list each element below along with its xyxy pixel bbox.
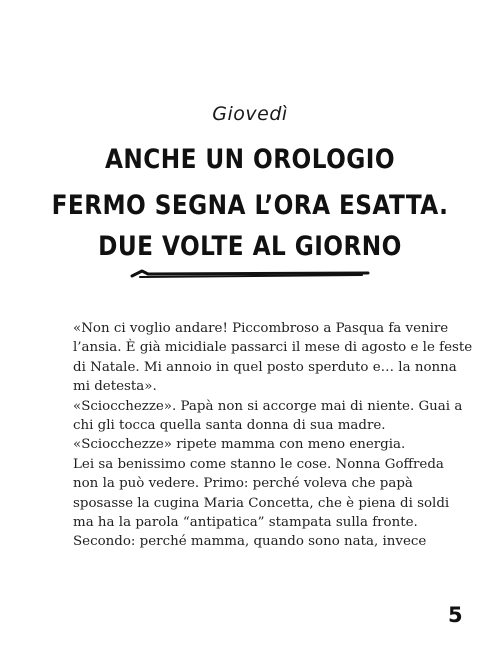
body-line: chi gli tocca quella santa donna di sua madre.	[73, 418, 386, 434]
body-line: mi detesta».	[73, 379, 157, 395]
body-line: ma ha la parola “antipatica” stampata sulla fronte.	[73, 515, 418, 531]
body-line: l’ansia. È già micidiale passarci il mese di agosto e le feste	[73, 340, 473, 356]
body-line: non la può vedere. Primo: perché voleva che papà	[73, 476, 413, 492]
body-line: «Non ci voglio andare! Piccombroso a Pasqua fa venire	[73, 321, 449, 336]
chapter-title-line-2: FERMO SEGNA L’ORA ESATTA.	[51, 190, 449, 221]
body-line: Lei sa benissimo come stanno le cose. Nonna Goffreda	[73, 456, 444, 472]
page-number: 5	[448, 603, 463, 627]
body-line: di Natale. Mi annoio in quel posto sperduto e… la nonna	[73, 359, 457, 375]
chapter-title-line-3: DUE VOLTE AL GIORNO	[98, 231, 402, 262]
body-line: «Sciocchezze». Papà non si accorge mai di niente. Guai a	[73, 398, 463, 414]
chapter-title-line-1: ANCHE UN OROLOGIO	[104, 144, 396, 175]
body-line: «Sciocchezze» ripete mamma con meno energia.	[73, 437, 406, 453]
body-line: Secondo: perché mamma, quando sono nata, invece	[73, 534, 427, 550]
body-line: sposasse la cugina Maria Concetta, che è piena di soldi	[73, 495, 450, 511]
decorative-underline	[130, 266, 370, 282]
chapter-day-label: Giovedì	[212, 103, 288, 125]
body-text	[73, 319, 473, 552]
